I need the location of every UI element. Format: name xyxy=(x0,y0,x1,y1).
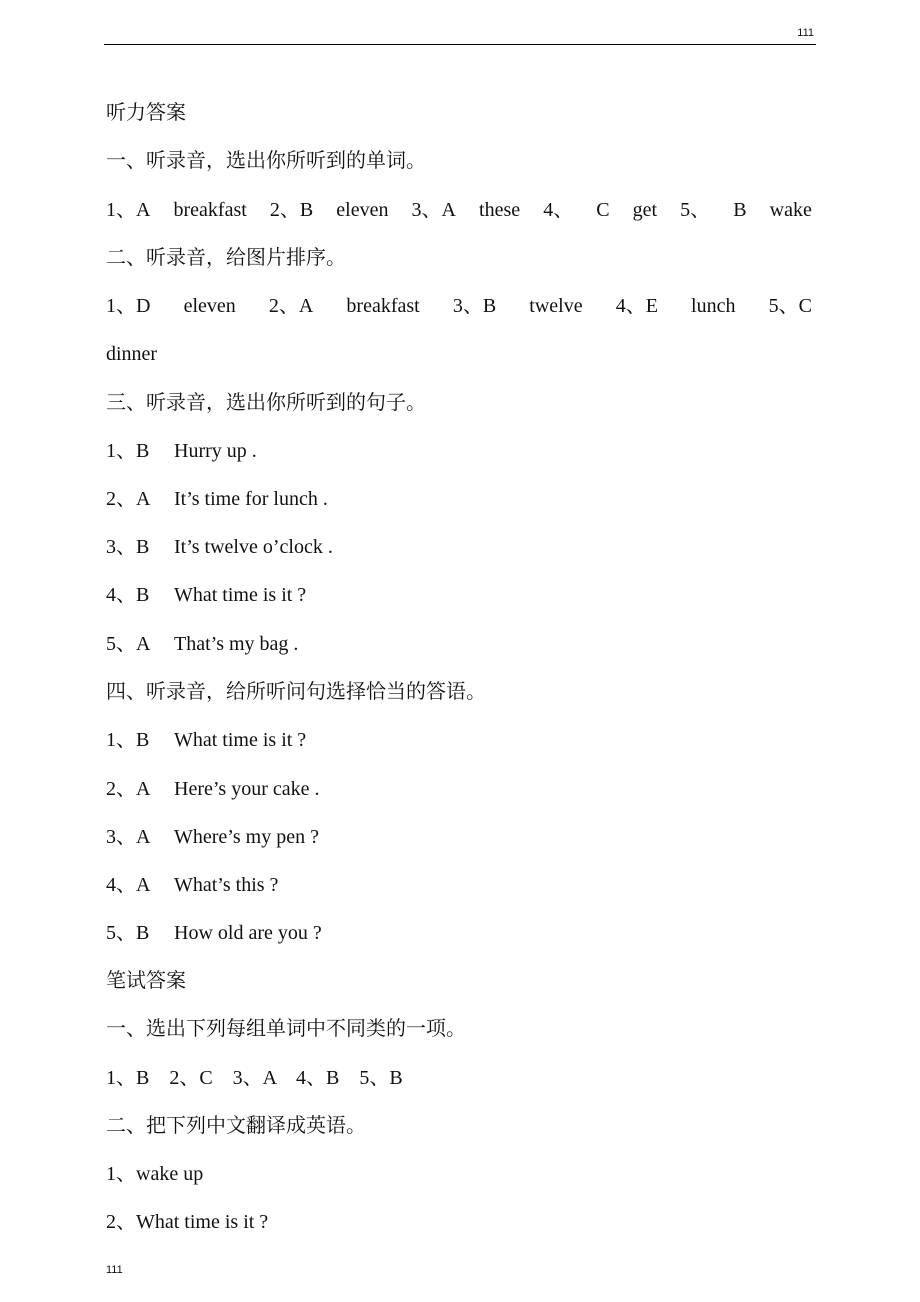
answer-sentence: Where’s my pen ? xyxy=(174,826,319,848)
answer-sentence: How old are you ? xyxy=(174,922,322,944)
answer-sentence: What’s this ? xyxy=(174,874,279,896)
answer-number: 2、A xyxy=(106,488,151,510)
answer-token: eleven xyxy=(183,295,236,317)
answer-token: 5、 xyxy=(680,199,711,221)
listening-section-3-heading: 三、听录音，选出你所听到的句子。 xyxy=(106,392,426,414)
footer-page-number: 111 xyxy=(106,1264,123,1276)
sentence-answer-row xyxy=(106,728,306,752)
header-page-number: 111 xyxy=(797,27,814,39)
answer-token: 3、A xyxy=(411,199,456,221)
answer-sentence: What time is it ? xyxy=(174,584,307,606)
answer-token: get xyxy=(632,199,658,221)
written-title: 笔试答案 xyxy=(106,970,186,992)
answer-number: 3、B xyxy=(106,536,150,558)
sentence-answer-row xyxy=(106,921,322,945)
written-section-1-heading: 一、选出下列每组单词中不同类的一项。 xyxy=(106,1018,466,1040)
answer-token: breakfast xyxy=(173,199,247,221)
listening-section-2-answers xyxy=(106,294,812,318)
answer-number: 4、B xyxy=(106,584,150,606)
header-rule xyxy=(104,44,816,45)
sentence-answer-row xyxy=(106,777,320,801)
answer-token: 5、C xyxy=(768,295,812,317)
answer-sentence: Here’s your cake . xyxy=(174,778,320,800)
listening-section-2-heading: 二、听录音，给图片排序。 xyxy=(106,247,346,269)
answer-token: B xyxy=(733,199,747,221)
answer-token: 1、A xyxy=(106,199,151,221)
answer-token: 2、A xyxy=(268,295,314,317)
answer-sentence: It’s twelve o’clock . xyxy=(174,536,333,558)
answer-token: breakfast xyxy=(346,295,420,317)
answer-token: twelve xyxy=(529,295,583,317)
listening-section-2-continuation: dinner xyxy=(106,343,158,365)
answer-token: eleven xyxy=(336,199,389,221)
sentence-answer-row xyxy=(106,535,333,559)
answer-token: lunch xyxy=(691,295,736,317)
sentence-answer-row xyxy=(106,487,328,511)
sentence-answer-row xyxy=(106,583,306,607)
written-section-1-answers: 1、B 2、C 3、A 4、B 5、B xyxy=(106,1067,403,1089)
answer-sentence: Hurry up . xyxy=(174,440,257,462)
answer-number: 1、B xyxy=(106,440,150,462)
written-section-2-heading: 二、把下列中文翻译成英语。 xyxy=(106,1115,366,1137)
translation-answer: 2、What time is it ? xyxy=(106,1211,269,1233)
answer-sentence: It’s time for lunch . xyxy=(174,488,328,510)
answer-token: C xyxy=(596,199,610,221)
answer-sentence: What time is it ? xyxy=(174,729,307,751)
answer-number: 1、B xyxy=(106,729,150,751)
listening-section-1-answers xyxy=(106,198,812,222)
answer-sentence: That’s my bag . xyxy=(174,633,299,655)
answer-token: these xyxy=(479,199,521,221)
answer-token: 4、 xyxy=(543,199,574,221)
answer-token: 1、D xyxy=(106,295,151,317)
listening-section-4-heading: 四、听录音，给所听问句选择恰当的答语。 xyxy=(106,681,486,703)
answer-token: 2、B xyxy=(269,199,314,221)
answer-number: 3、A xyxy=(106,826,151,848)
answer-number: 5、B xyxy=(106,922,150,944)
answer-token: wake xyxy=(769,199,812,221)
listening-title: 听力答案 xyxy=(106,102,186,124)
sentence-answer-row xyxy=(106,632,298,656)
answer-number: 2、A xyxy=(106,778,151,800)
answer-number: 4、A xyxy=(106,874,151,896)
answer-token: 4、E xyxy=(615,295,658,317)
sentence-answer-row xyxy=(106,825,319,849)
listening-section-1-heading: 一、听录音，选出你所听到的单词。 xyxy=(106,150,426,172)
sentence-answer-row xyxy=(106,873,278,897)
answer-token: 3、B xyxy=(452,295,497,317)
answer-number: 5、A xyxy=(106,633,151,655)
translation-answer: 1、wake up xyxy=(106,1163,204,1185)
sentence-answer-row xyxy=(106,439,257,463)
